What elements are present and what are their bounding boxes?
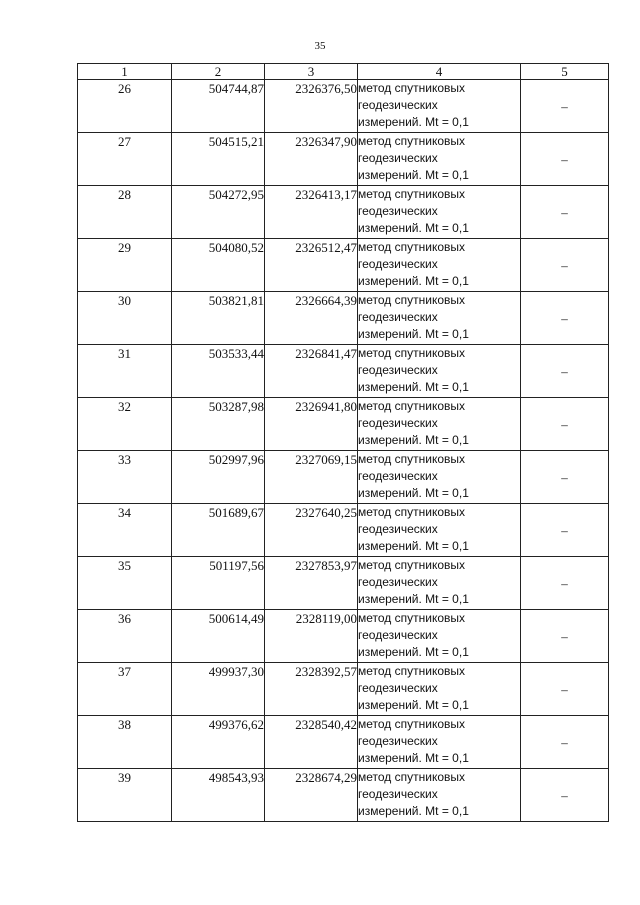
method-text-line: геодезических — [358, 787, 438, 801]
method-text-line: измерений. Mt = 0,1 — [358, 433, 469, 447]
method-text-line: метод спутниковых — [358, 452, 466, 466]
method-cell — [358, 80, 521, 133]
method-text-line: геодезических — [358, 681, 438, 695]
point-number-cell: 39 — [78, 769, 172, 822]
method-text-line: геодезических — [358, 628, 438, 642]
y-coordinate-cell: 2326664,39 — [265, 292, 358, 345]
y-coordinate-cell: 2328119,00 — [265, 610, 358, 663]
method-text-line: метод спутниковых — [358, 770, 466, 784]
method-text-line: измерений. Mt = 0,1 — [358, 804, 469, 818]
method-text-line: геодезических — [358, 522, 438, 536]
method-cell — [358, 610, 521, 663]
method-text-line: метод спутниковых — [358, 558, 466, 572]
method-cell — [358, 292, 521, 345]
x-coordinate-cell: 503287,98 — [172, 398, 265, 451]
point-number-cell: 29 — [78, 239, 172, 292]
method-text-line: метод спутниковых — [358, 187, 466, 201]
y-coordinate-cell: 2327853,97 — [265, 557, 358, 610]
note-cell: – — [521, 769, 609, 822]
method-text-line: геодезических — [358, 98, 438, 112]
y-coordinate-cell: 2327640,25 — [265, 504, 358, 557]
note-cell: – — [521, 239, 609, 292]
method-cell — [358, 663, 521, 716]
y-coordinate-cell: 2326347,90 — [265, 133, 358, 186]
note-cell: – — [521, 451, 609, 504]
method-text-line: измерений. Mt = 0,1 — [358, 168, 469, 182]
note-cell: – — [521, 133, 609, 186]
x-coordinate-cell: 504080,52 — [172, 239, 265, 292]
y-coordinate-cell: 2327069,15 — [265, 451, 358, 504]
table-row — [78, 239, 609, 292]
method-text-line: метод спутниковых — [358, 134, 466, 148]
point-number-cell: 27 — [78, 133, 172, 186]
column-header: 1 — [78, 64, 172, 80]
x-coordinate-cell: 501197,56 — [172, 557, 265, 610]
point-number-cell: 28 — [78, 186, 172, 239]
x-coordinate-cell: 502997,96 — [172, 451, 265, 504]
y-coordinate-cell: 2328674,29 — [265, 769, 358, 822]
table-row — [78, 345, 609, 398]
note-cell: – — [521, 292, 609, 345]
note-cell: – — [521, 80, 609, 133]
table-row — [78, 610, 609, 663]
table-row — [78, 133, 609, 186]
method-text-line: измерений. Mt = 0,1 — [358, 327, 469, 341]
x-coordinate-cell: 498543,93 — [172, 769, 265, 822]
y-coordinate-cell: 2326512,47 — [265, 239, 358, 292]
x-coordinate-cell: 504272,95 — [172, 186, 265, 239]
table-row — [78, 292, 609, 345]
point-number-cell: 31 — [78, 345, 172, 398]
note-cell: – — [521, 716, 609, 769]
note-cell: – — [521, 186, 609, 239]
point-number-cell: 30 — [78, 292, 172, 345]
table-row — [78, 557, 609, 610]
method-text-line: геодезических — [358, 416, 438, 430]
method-text-line: метод спутниковых — [358, 717, 466, 731]
y-coordinate-cell: 2328392,57 — [265, 663, 358, 716]
method-text-line: измерений. Mt = 0,1 — [358, 274, 469, 288]
note-cell: – — [521, 504, 609, 557]
x-coordinate-cell: 503533,44 — [172, 345, 265, 398]
method-text-line: геодезических — [358, 575, 438, 589]
point-number-cell: 36 — [78, 610, 172, 663]
method-text-line: метод спутниковых — [358, 240, 466, 254]
point-number-cell: 37 — [78, 663, 172, 716]
method-text-line: измерений. Mt = 0,1 — [358, 115, 469, 129]
table-row — [78, 716, 609, 769]
method-cell — [358, 716, 521, 769]
point-number-cell: 38 — [78, 716, 172, 769]
y-coordinate-cell: 2326941,80 — [265, 398, 358, 451]
method-cell — [358, 345, 521, 398]
method-cell — [358, 186, 521, 239]
method-cell — [358, 239, 521, 292]
page-number: 35 — [314, 40, 326, 52]
note-cell: – — [521, 398, 609, 451]
method-text-line: геодезических — [358, 204, 438, 218]
method-text-line: геодезических — [358, 363, 438, 377]
x-coordinate-cell: 499937,30 — [172, 663, 265, 716]
table-row — [78, 186, 609, 239]
method-text-line: измерений. Mt = 0,1 — [358, 592, 469, 606]
method-cell — [358, 451, 521, 504]
method-text-line: метод спутниковых — [358, 664, 466, 678]
method-cell — [358, 504, 521, 557]
method-text-line: измерений. Mt = 0,1 — [358, 539, 469, 553]
method-text-line: метод спутниковых — [358, 505, 466, 519]
x-coordinate-cell: 504515,21 — [172, 133, 265, 186]
column-header: 4 — [358, 64, 521, 80]
x-coordinate-cell: 500614,49 — [172, 610, 265, 663]
y-coordinate-cell: 2326376,50 — [265, 80, 358, 133]
method-text-line: геодезических — [358, 257, 438, 271]
method-text-line: измерений. Mt = 0,1 — [358, 380, 469, 394]
method-cell — [358, 398, 521, 451]
column-header: 3 — [265, 64, 358, 80]
method-text-line: метод спутниковых — [358, 346, 466, 360]
method-text-line: метод спутниковых — [358, 611, 466, 625]
table-row — [78, 663, 609, 716]
point-number-cell: 35 — [78, 557, 172, 610]
y-coordinate-cell: 2326841,47 — [265, 345, 358, 398]
method-cell — [358, 769, 521, 822]
method-text-line: геодезических — [358, 151, 438, 165]
note-cell: – — [521, 345, 609, 398]
column-header: 5 — [521, 64, 609, 80]
table-row — [78, 504, 609, 557]
x-coordinate-cell: 504744,87 — [172, 80, 265, 133]
point-number-cell: 34 — [78, 504, 172, 557]
method-text-line: геодезических — [358, 310, 438, 324]
method-cell — [358, 557, 521, 610]
method-text-line: метод спутниковых — [358, 399, 466, 413]
point-number-cell: 26 — [78, 80, 172, 133]
table-row — [78, 769, 609, 822]
y-coordinate-cell: 2326413,17 — [265, 186, 358, 239]
method-text-line: метод спутниковых — [358, 81, 466, 95]
method-text-line: геодезических — [358, 734, 438, 748]
y-coordinate-cell: 2328540,42 — [265, 716, 358, 769]
point-number-cell: 33 — [78, 451, 172, 504]
table-row — [78, 398, 609, 451]
table-row — [78, 451, 609, 504]
method-text-line: измерений. Mt = 0,1 — [358, 221, 469, 235]
method-cell — [358, 133, 521, 186]
method-text-line: измерений. Mt = 0,1 — [358, 698, 469, 712]
note-cell: – — [521, 610, 609, 663]
note-cell: – — [521, 663, 609, 716]
method-text-line: измерений. Mt = 0,1 — [358, 751, 469, 765]
coordinates-table — [77, 63, 609, 822]
header-row — [78, 64, 609, 80]
method-text-line: метод спутниковых — [358, 293, 466, 307]
point-number-cell: 32 — [78, 398, 172, 451]
table-row — [78, 80, 609, 133]
x-coordinate-cell: 503821,81 — [172, 292, 265, 345]
x-coordinate-cell: 501689,67 — [172, 504, 265, 557]
method-text-line: геодезических — [358, 469, 438, 483]
method-text-line: измерений. Mt = 0,1 — [358, 486, 469, 500]
x-coordinate-cell: 499376,62 — [172, 716, 265, 769]
column-header: 2 — [172, 64, 265, 80]
note-cell: – — [521, 557, 609, 610]
method-text-line: измерений. Mt = 0,1 — [358, 645, 469, 659]
